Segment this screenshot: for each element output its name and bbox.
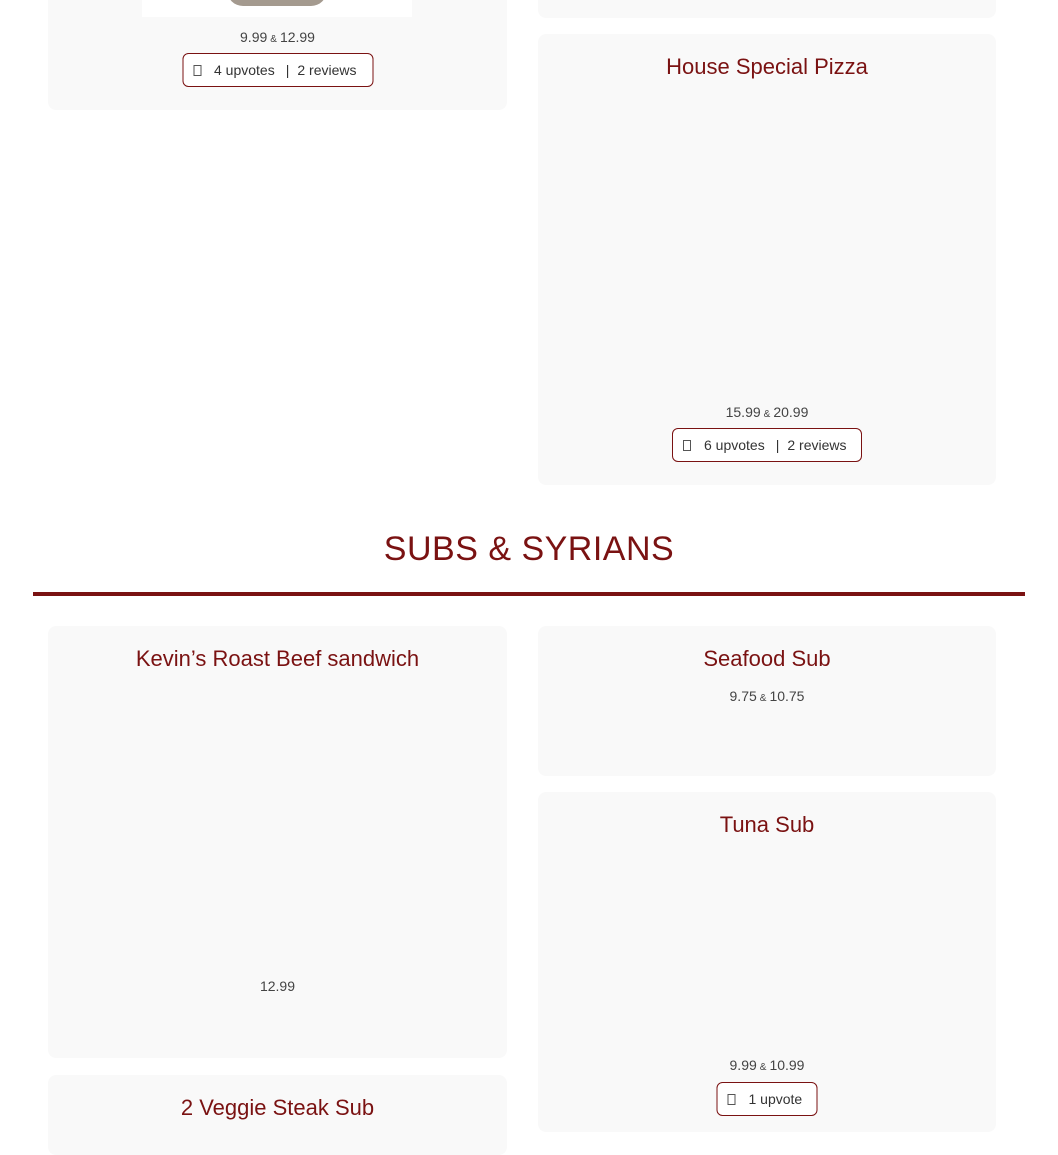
upvote-button[interactable] (672, 428, 862, 462)
menu-item-card-top-right (538, 0, 996, 18)
item-title[interactable]: Tuna Sub (719, 812, 815, 837)
plate-image (227, 0, 327, 6)
menu-item-card-house-special-pizza (538, 34, 996, 485)
price-small: 15.99 (725, 404, 761, 420)
divider: | (775, 437, 780, 453)
review-count[interactable]: 2 reviews (787, 437, 847, 453)
price-separator: & (759, 1062, 767, 1073)
thumbs-up-icon (683, 440, 691, 451)
upvote-count: 6 upvotes (704, 437, 765, 453)
menu-item-image (142, 0, 412, 17)
menu-item-card-tuna-sub (538, 792, 996, 1132)
thumbs-up-icon (728, 1094, 736, 1105)
section-title: SUBS & SYRIANS (383, 530, 675, 568)
upvote-count: 1 upvote (748, 1091, 803, 1107)
menu-item-card-kevins-roast-beef (48, 626, 507, 1058)
divider: | (285, 62, 290, 78)
item-title[interactable]: 2 Veggie Steak Sub (180, 1095, 375, 1120)
section-divider (33, 592, 1025, 596)
price-large: 10.99 (769, 1057, 805, 1073)
price-small: 9.99 (240, 29, 268, 45)
item-price (48, 29, 507, 45)
price-separator: & (763, 409, 771, 420)
menu-item-card-veggie-steak-sub (48, 1075, 507, 1155)
thumbs-up-icon (193, 65, 201, 76)
item-title[interactable]: Seafood Sub (703, 646, 831, 671)
item-title[interactable]: Kevin’s Roast Beef sandwich (135, 646, 420, 671)
review-count[interactable]: 2 reviews (297, 62, 357, 78)
price-large: 20.99 (773, 404, 809, 420)
price-separator: & (270, 34, 277, 45)
item-price (48, 978, 507, 994)
price-large: 10.75 (769, 688, 805, 704)
item-price (538, 1057, 996, 1073)
upvote-button[interactable] (182, 53, 373, 87)
menu-item-card-top-left (48, 0, 507, 110)
upvote-count: 4 upvotes (214, 62, 275, 78)
item-title[interactable]: House Special Pizza (666, 54, 868, 79)
price-small: 9.99 (729, 1057, 757, 1073)
menu-item-card-seafood-sub (538, 626, 996, 776)
upvote-button[interactable] (717, 1082, 818, 1116)
item-price (538, 404, 996, 420)
price-single: 12.99 (259, 978, 296, 994)
price-small: 9.75 (729, 688, 757, 704)
item-price (538, 688, 996, 704)
price-separator: & (759, 693, 767, 704)
price-large: 12.99 (279, 29, 315, 45)
